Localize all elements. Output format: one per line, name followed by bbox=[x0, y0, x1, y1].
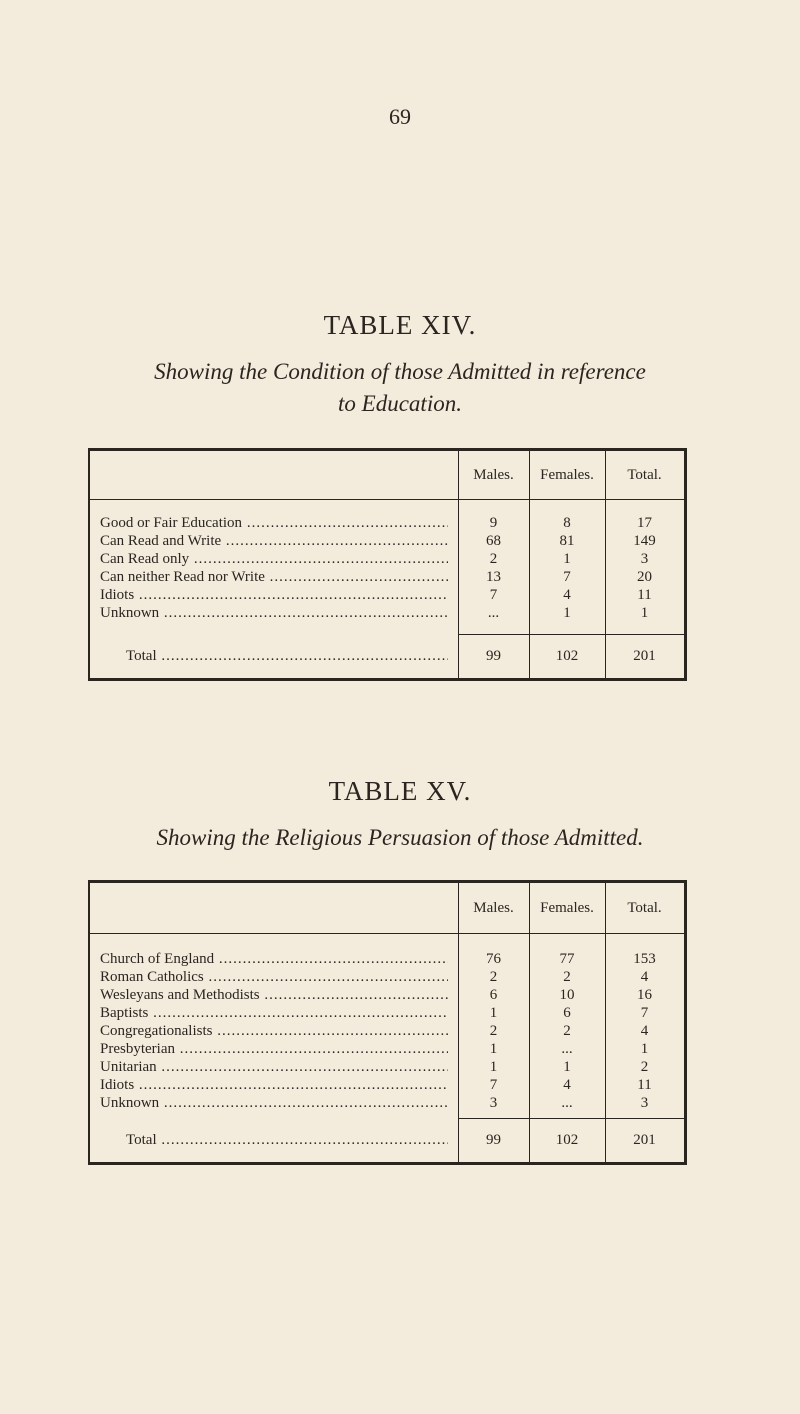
total-value: 2 bbox=[640, 1059, 649, 1075]
row-label: Unknown ..... bbox=[100, 1094, 448, 1112]
row-label: Unknown ..... bbox=[100, 604, 448, 622]
total-label: Total ..... bbox=[126, 1118, 448, 1162]
row-label: Congregationalists ..... bbox=[100, 1022, 448, 1040]
table-15-subtitle-line1: Showing the Religious Persuasion of those Admitted. bbox=[156, 825, 644, 850]
row-label: Wesleyans and Methodists ..... bbox=[100, 986, 448, 1004]
males-value: 2 bbox=[489, 969, 498, 985]
total-row bbox=[90, 634, 684, 678]
males-value: 6 bbox=[489, 987, 498, 1003]
table-row bbox=[90, 532, 684, 550]
row-label: Church of England ..... bbox=[100, 950, 448, 968]
table-14 bbox=[88, 448, 687, 681]
males-value: 2 bbox=[489, 551, 498, 567]
total-value: 4 bbox=[640, 1023, 649, 1039]
females-value: ... bbox=[561, 1095, 573, 1111]
table-14-header bbox=[90, 451, 684, 500]
males-value: 1 bbox=[489, 1005, 498, 1021]
females-value: 2 bbox=[563, 1023, 571, 1039]
table-14-subtitle-line1: Showing the Condition of those Admitted in reference bbox=[154, 359, 646, 384]
total-value: 11 bbox=[637, 1077, 652, 1093]
table-row bbox=[90, 514, 684, 532]
table-row bbox=[90, 1022, 684, 1040]
row-label: Presbyterian ..... bbox=[100, 1040, 448, 1058]
females-value: ... bbox=[561, 1041, 573, 1057]
females-value: 6 bbox=[563, 1005, 571, 1021]
total-females-value: 102 bbox=[555, 1132, 579, 1148]
total-value: 1 bbox=[640, 1041, 649, 1057]
total-value: 16 bbox=[637, 987, 652, 1003]
table-row bbox=[90, 1094, 684, 1112]
total-value: 20 bbox=[637, 569, 652, 585]
females-value: 1 bbox=[563, 1059, 571, 1075]
table-14-subtitle-line2: to Education. bbox=[338, 391, 462, 416]
table-row bbox=[90, 1076, 684, 1094]
table-15-header bbox=[90, 883, 684, 934]
males-value: 13 bbox=[486, 569, 501, 585]
females-value: 8 bbox=[563, 515, 571, 531]
males-value: 2 bbox=[489, 1023, 498, 1039]
males-value: 1 bbox=[489, 1059, 498, 1075]
table-row bbox=[90, 550, 684, 568]
row-label: Unitarian ..... bbox=[100, 1058, 448, 1076]
table-row bbox=[90, 1004, 684, 1022]
total-males-value: 99 bbox=[486, 1132, 501, 1148]
table-row bbox=[90, 568, 684, 586]
males-value: 68 bbox=[486, 533, 501, 549]
males-value: 1 bbox=[489, 1041, 498, 1057]
total-value: 4 bbox=[640, 969, 649, 985]
males-value: 7 bbox=[489, 1077, 498, 1093]
total-value: 1 bbox=[640, 605, 649, 621]
table-15-body bbox=[90, 934, 684, 1162]
total-males-value: 99 bbox=[486, 648, 501, 664]
males-value: 3 bbox=[489, 1095, 498, 1111]
females-value: 1 bbox=[563, 605, 571, 621]
females-value: 1 bbox=[563, 551, 571, 567]
total-value: 17 bbox=[637, 515, 652, 531]
row-label: Idiots ..... bbox=[100, 1076, 448, 1094]
page-number: 69 bbox=[389, 104, 411, 129]
table-row bbox=[90, 604, 684, 622]
header-total: Total. bbox=[627, 467, 662, 483]
row-label: Idiots ..... bbox=[100, 586, 448, 604]
total-value: 3 bbox=[640, 551, 649, 567]
table-row bbox=[90, 1058, 684, 1076]
row-label: Can Read only ..... bbox=[100, 550, 448, 568]
total-value: 3 bbox=[640, 1095, 649, 1111]
females-value: 2 bbox=[563, 969, 571, 985]
total-value: 153 bbox=[633, 951, 656, 967]
row-label: Baptists ..... bbox=[100, 1004, 448, 1022]
row-label: Can Read and Write ..... bbox=[100, 532, 448, 550]
table-row bbox=[90, 968, 684, 986]
table-14-body bbox=[90, 500, 684, 678]
table-15-title: TABLE XV. bbox=[328, 776, 472, 806]
total-total-value: 201 bbox=[633, 648, 656, 664]
header-females: Females. bbox=[540, 900, 594, 916]
table-row bbox=[90, 586, 684, 604]
males-value: ... bbox=[487, 605, 500, 621]
females-value: 4 bbox=[563, 587, 571, 603]
table-row bbox=[90, 1040, 684, 1058]
row-label: Good or Fair Education ..... bbox=[100, 514, 448, 532]
total-value: 11 bbox=[637, 587, 652, 603]
total-females-value: 102 bbox=[555, 648, 579, 664]
males-value: 7 bbox=[489, 587, 498, 603]
total-value: 7 bbox=[640, 1005, 649, 1021]
total-row bbox=[90, 1118, 684, 1162]
table-row bbox=[90, 986, 684, 1004]
header-females: Females. bbox=[540, 467, 594, 483]
males-value: 76 bbox=[486, 951, 501, 967]
females-value: 77 bbox=[559, 951, 575, 967]
males-value: 9 bbox=[489, 515, 498, 531]
table-15 bbox=[88, 880, 687, 1165]
header-total: Total. bbox=[627, 900, 662, 916]
total-total-value: 201 bbox=[633, 1132, 656, 1148]
row-label: Can neither Read nor Write ..... bbox=[100, 568, 448, 586]
header-males: Males. bbox=[473, 467, 514, 483]
females-value: 4 bbox=[563, 1077, 571, 1093]
table-14-title: TABLE XIV. bbox=[323, 310, 477, 340]
table-row bbox=[90, 950, 684, 968]
header-males: Males. bbox=[473, 900, 514, 916]
total-value: 149 bbox=[633, 533, 656, 549]
row-label: Roman Catholics ..... bbox=[100, 968, 448, 986]
females-value: 10 bbox=[559, 987, 575, 1003]
females-value: 7 bbox=[563, 569, 571, 585]
total-label: Total ..... bbox=[126, 634, 448, 678]
females-value: 81 bbox=[559, 533, 575, 549]
